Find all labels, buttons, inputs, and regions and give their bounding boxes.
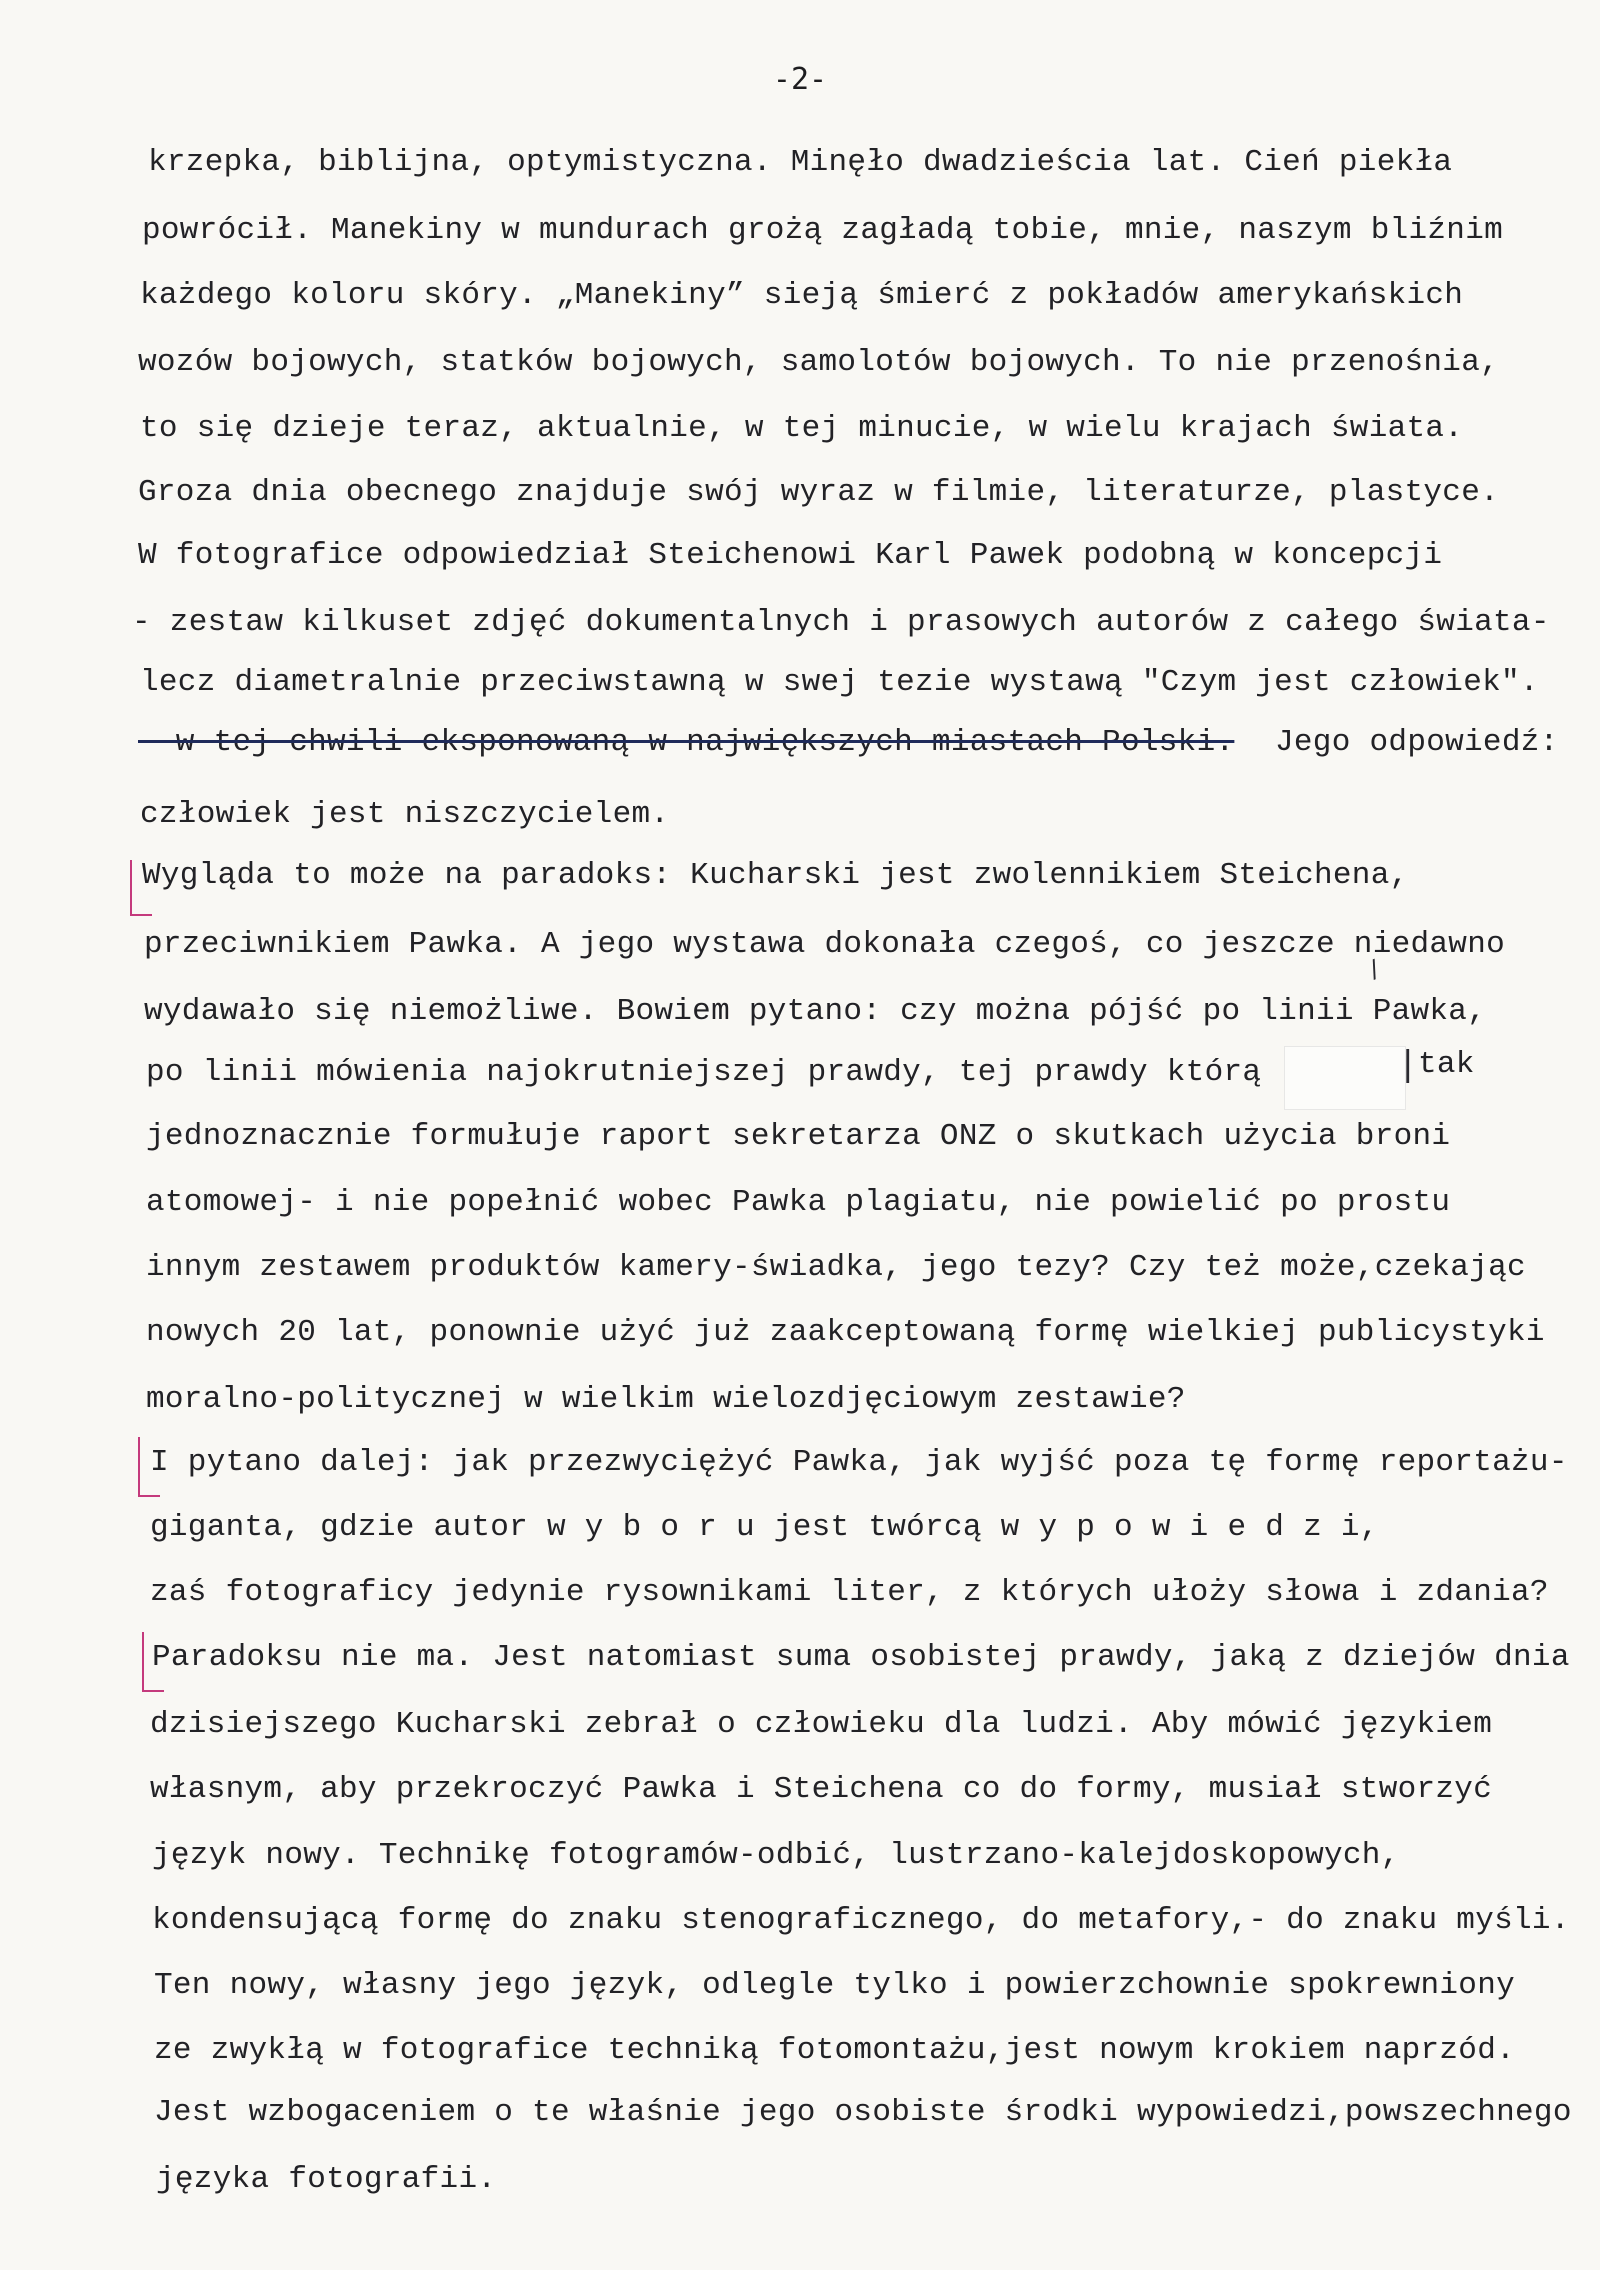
text-line: Jego odpowiedź:: [1275, 725, 1559, 760]
text-line: własnym, aby przekroczyć Pawka i Steichena co do formy, musiał stworzyć: [150, 1772, 1493, 1807]
text-line: powrócił. Manekiny w mundurach grożą zagładą tobie, mnie, naszym bliźnim: [142, 213, 1504, 248]
text-line: moralno-politycznej w wielkim wielozdjęciowym zestawie?: [146, 1382, 1186, 1417]
text-line: Paradoksu nie ma. Jest natomiast suma osobistej prawdy, jaką z dziejów dnia: [152, 1640, 1570, 1675]
text-line: wydawało się niemożliwe. Bowiem pytano: czy można pójść po linii Pawka,: [144, 994, 1487, 1029]
text-line: ze zwykłą w fotografice techniką fotomontażu,jest nowym krokiem naprzód.: [154, 2033, 1516, 2068]
text-line: jednoznacznie formułuje raport sekretarza ONZ o skutkach użycia broni: [146, 1119, 1451, 1154]
paragraph-margin-mark: [130, 860, 152, 916]
text-line: po linii mówienia najokrutniejszej prawdy, tej prawdy którą: [146, 1055, 1262, 1090]
pen-tick-mark: /: [1365, 954, 1383, 984]
text-line: tak: [1418, 1047, 1475, 1082]
text-line: przeciwnikiem Pawka. A jego wystawa dokonała czegoś, co jeszcze niedawno: [144, 927, 1506, 962]
text-line: krzepka, biblijna, optymistyczna. Minęło dwadzieścia lat. Cień piekła: [148, 145, 1453, 180]
text-line: wozów bojowych, statków bojowych, samolotów bojowych. To nie przenośnia,: [138, 345, 1500, 380]
text-line: atomowej- i nie popełnić wobec Pawka plagiatu, nie powielić po prostu: [146, 1185, 1451, 1220]
pen-bracket-mark: |: [1402, 1044, 1414, 1084]
paragraph-margin-mark: [142, 1632, 164, 1692]
text-line: innym zestawem produktów kamery-świadka, jego tezy? Czy też może,czekając: [146, 1250, 1526, 1285]
text-line: kondensującą formę do znaku stenograficznego, do metafory,- do znaku myśli.: [152, 1903, 1570, 1938]
struck-through-line: - w tej chwili eksponowaną w największych miastach Polski.: [138, 725, 1235, 760]
text-line: nowych 20 lat, ponownie użyć już zaakceptowaną formę wielkiej publicystyki: [146, 1315, 1545, 1350]
text-line: dzisiejszego Kucharski zebrał o człowieku dla ludzi. Aby mówić językiem: [150, 1707, 1493, 1742]
page-number: -2-: [772, 62, 828, 97]
text-line: to się dzieje teraz, aktualnie, w tej minucie, w wielu krajach świata.: [140, 411, 1464, 446]
text-line: Jest wzbogaceniem o te właśnie jego osobiste środki wypowiedzi,powszechnego: [154, 2095, 1572, 2130]
text-line: Groza dnia obecnego znajduje swój wyraz w filmie, literaturze, plastyce.: [138, 475, 1500, 510]
correction-tape: [1284, 1046, 1406, 1110]
text-line: lecz diametralnie przeciwstawną w swej tezie wystawą "Czym jest człowiek".: [140, 665, 1539, 700]
text-line: - zestaw kilkuset zdjęć dokumentalnych i prasowych autorów z całego świata-: [132, 605, 1550, 640]
text-line: W fotografice odpowiedział Steichenowi Karl Pawek podobną w koncepcji: [138, 538, 1443, 573]
text-line: Wygląda to może na paradoks: Kucharski jest zwolennikiem Steichena,: [142, 858, 1409, 893]
text-line: zaś fotograficy jedynie rysownikami liter, z których ułoży słowa i zdania?: [150, 1575, 1549, 1610]
text-line: każdego koloru skóry. „Manekiny” sieją śmierć z pokładów amerykańskich: [140, 278, 1464, 313]
text-line: I pytano dalej: jak przezwyciężyć Pawka, jak wyjść poza tę formę reportażu-: [150, 1445, 1568, 1480]
text-line: Ten nowy, własny jego język, odlegle tylko i powierzchownie spokrewniony: [154, 1968, 1516, 2003]
text-line: giganta, gdzie autor w y b o r u jest twórcą w y p o w i e d z i,: [150, 1510, 1379, 1545]
paragraph-margin-mark: [138, 1437, 160, 1497]
text-line: języka fotografii.: [156, 2162, 497, 2197]
text-line: język nowy. Technikę fotogramów-odbić, lustrzano-kalejdoskopowych,: [152, 1838, 1400, 1873]
text-line: człowiek jest niszczycielem.: [140, 797, 670, 832]
